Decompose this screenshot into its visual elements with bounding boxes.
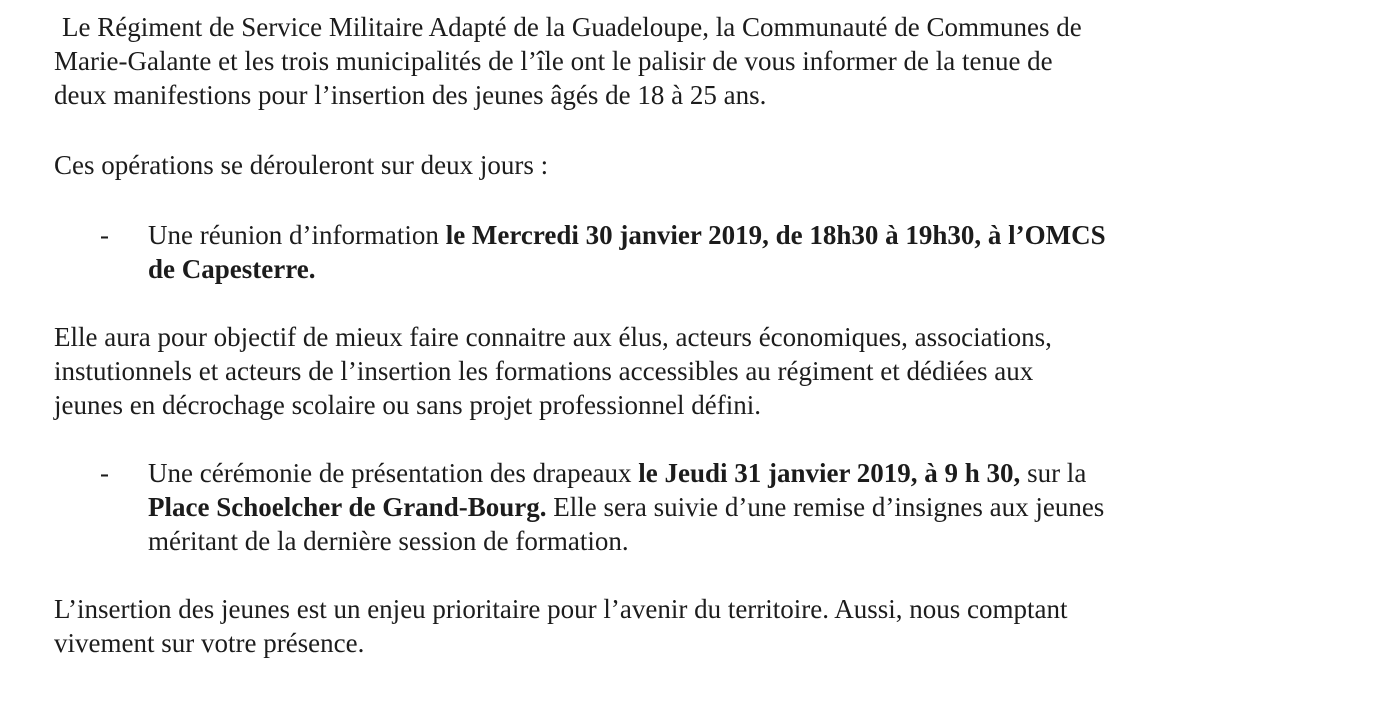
intro-paragraph (54, 10, 1290, 112)
bullet-meeting-place: de Capesterre. (148, 254, 316, 284)
bullet-ceremony-date: le Jeudi 31 janvier 2019, à 9 h 30, (638, 458, 1021, 488)
bullet-meeting (54, 218, 1290, 286)
bullet-meeting-date: le Mercredi 30 janvier 2019, de 18h30 à 19h30, à l’OMCS (445, 220, 1106, 250)
intro-line-2: Marie-Galante et les trois municipalités de l’île ont le palisir de vous informer de la tenue de (54, 46, 1053, 76)
bullet-ceremony-text-2: sur la (1020, 458, 1087, 488)
bullet-ceremony-place: Place Schoelcher de Grand-Bourg. (148, 492, 547, 522)
closing-line-1: L’insertion des jeunes est un enjeu prioritaire pour l’avenir du territoire. Aussi, nous comptant (54, 594, 1068, 624)
intro-line-1: Le Régiment de Service Militaire Adapté de la Guadeloupe, la Communauté de Communes de (62, 12, 1082, 42)
bullet-dash: - (100, 458, 109, 488)
closing-line-2: vivement sur votre présence. (54, 628, 365, 658)
bullet-ceremony-text: Une cérémonie de présentation des drapeaux (148, 458, 639, 488)
closing-paragraph (54, 592, 1290, 660)
objective-line-2: instutionnels et acteurs de l’insertion les formations accessibles au régiment et dédiées aux (54, 356, 1034, 386)
bullet-meeting-text: Une réunion d’information (148, 220, 446, 250)
bullet-dash: - (100, 220, 109, 250)
objective-line-3: jeunes en décrochage scolaire ou sans projet professionnel défini. (54, 390, 761, 420)
letter-body (54, 10, 1290, 660)
bullet-ceremony-text-3: Elle sera suivie d’une remise d’insignes aux jeunes (546, 492, 1105, 522)
bullet-ceremony (54, 456, 1290, 558)
intro-line-3: deux manifestions pour l’insertion des jeunes âgés de 18 à 25 ans. (54, 80, 767, 110)
days-intro: Ces opérations se dérouleront sur deux jours : (54, 150, 549, 180)
bullet-ceremony-line-3: méritant de la dernière session de formation. (148, 526, 629, 556)
objective-line-1: Elle aura pour objectif de mieux faire connaitre aux élus, acteurs économiques, associations, (54, 322, 1052, 352)
objective-paragraph (54, 320, 1290, 422)
